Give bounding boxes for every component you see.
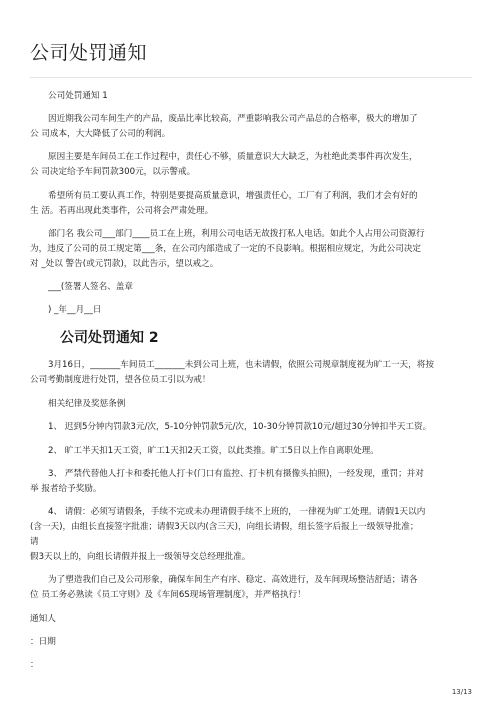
page-number: 13/13 bbox=[451, 688, 472, 696]
paragraph-3-line-2: 生 活。若再出现此类事件，公司将会严肃处理。 bbox=[30, 206, 214, 216]
rule-3-line-1: 3、 严禁代替他人打卡和委托他人打卡(门口有监控、打卡机有摄像头拍照)，一经发现，重罚；并对 bbox=[48, 469, 424, 479]
paragraph-3-line-1: 希望所有员工要认真工作，特别是要提高质量意识，增强责任心，工厂有了利润，我们才会有好的 bbox=[48, 191, 418, 201]
date-label: ：日期 bbox=[30, 637, 56, 647]
subtitle-2: 公司处罚通知 2 bbox=[60, 330, 159, 346]
rule-2: 2、 旷工半天扣1天工资，旷工1天扣2天工资，以此类推。旷工5日以上作自离职处理。 bbox=[48, 446, 379, 456]
notice-2-line-1: 3月16日，_______车间员工_______未到公司上班，也未请假，依照公司规章制度视为旷工一天，将按 bbox=[48, 360, 434, 370]
closing-line-2: 位 员工务必熟读《员工守则》及《车间6S现场管理制度》，并严格执行！ bbox=[30, 590, 306, 600]
rule-4-line-4: 假3天以上的，向组长请假并报上一级领导交总经理批准。 bbox=[30, 552, 251, 562]
signature-line: ___(签署人签名、盖章 bbox=[48, 282, 133, 292]
date-line: ) _年__月__日 bbox=[48, 305, 102, 315]
document-title: 公司处罚通知 bbox=[30, 42, 148, 64]
title-divider bbox=[30, 77, 472, 78]
paragraph-1-line-1: 因近期我公司车间生产的产品，废品比率比较高，严重影响我公司产品总的合格率，极大的增加了 bbox=[48, 114, 418, 124]
rule-4-line-1: 4、 请假：必须写请假条，手续不完或未办理请假手续不上班的， 一律视为旷工处理。请假1天以内 bbox=[48, 507, 426, 517]
paragraph-4-line-2: 为，违反了公司的员工规定第___条，在公司内部造成了一定的不良影响。根据相应规定，为此公司决定 bbox=[30, 244, 422, 254]
notifier-label: 通知人 bbox=[30, 614, 56, 624]
rule-1: 1、 迟到5分钟内罚款3元/次，5-10分钟罚款5元/次，10-30分钟罚款10元/超过30分钟扣半天工资。 bbox=[48, 422, 432, 432]
subtitle-1: 公司处罚通知 1 bbox=[48, 91, 108, 101]
trailing-colon: ： bbox=[30, 660, 39, 670]
paragraph-4-line-3: 对 _处以 警告(或元罚款)，以此告示，望以戒之。 bbox=[30, 259, 219, 269]
paragraph-2-line-2: 公 司决定给予车间罚款300元，以示警戒。 bbox=[30, 167, 196, 177]
paragraph-2-line-1: 原因主要是车间员工在工作过程中，责任心不够，质量意识大大缺乏，为杜绝此类事件再次发生， bbox=[48, 152, 418, 162]
rule-3-line-2: 举 报者给予奖励。 bbox=[30, 484, 102, 494]
rules-heading: 相关纪律及奖惩条例 bbox=[48, 399, 126, 409]
paragraph-1-line-2: 公 司成本，大大降低了公司的利润。 bbox=[30, 129, 171, 139]
paragraph-4-line-1: 部门名 我公司___部门____员工在上班，利用公司电话无故拨打私人电话。如此个人占用公司资源行 bbox=[48, 229, 425, 239]
rule-4-line-2: (含一天)，由组长直接签字批准；请假3天以内(含三天)，向组长请假，组长签字后报上一级领导批准； bbox=[30, 522, 419, 532]
notice-2-line-2: 公司考勤制度进行处罚，望各位员工引以为戒！ bbox=[30, 375, 211, 385]
closing-line-1: 为了塑造我们自己及公司形象，确保车间生产有序、稳定、高效进行，及车间现场整洁舒适；请各 bbox=[48, 575, 418, 585]
rule-4-line-3: 请 bbox=[30, 537, 39, 547]
